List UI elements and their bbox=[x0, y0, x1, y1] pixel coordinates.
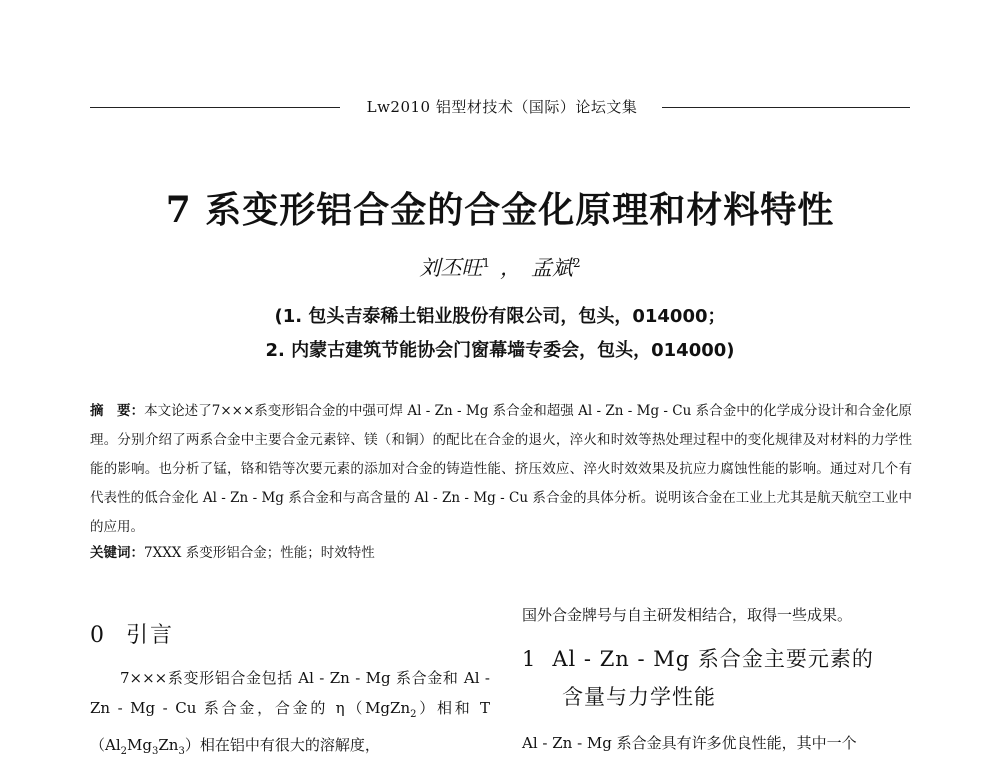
para-subscript: 3 bbox=[151, 746, 159, 757]
paper-title: 7 系变形铝合金的合金化原理和材料特性 bbox=[165, 189, 835, 231]
author-line bbox=[0, 252, 1000, 282]
section-heading-1 bbox=[522, 640, 914, 716]
section-heading-intro bbox=[90, 618, 490, 649]
abstract-label: 摘 要： bbox=[90, 403, 145, 419]
author-affil-marker: 2 bbox=[573, 256, 581, 270]
running-header bbox=[90, 96, 910, 120]
author-name: 刘丕旺 bbox=[419, 256, 483, 280]
section-number: 1 bbox=[522, 647, 537, 671]
para-text: Zn bbox=[158, 736, 179, 754]
para-text: Mg bbox=[127, 736, 152, 754]
para-text: ）相在铝中有很大的溶解度， bbox=[184, 736, 380, 754]
keywords-text: 7XXX 系变形铝合金；性能；时效特性 bbox=[144, 545, 375, 561]
keywords-label: 关键词： bbox=[90, 545, 144, 561]
right-column bbox=[522, 600, 914, 758]
affiliation-line: 2. 内蒙古建筑节能协会门窗幕墙专委会，包头，014000) bbox=[265, 340, 735, 361]
author-separator: ， bbox=[500, 256, 521, 280]
left-column bbox=[90, 618, 490, 767]
section-title: 引言 bbox=[126, 623, 175, 648]
author-name: 孟斌 bbox=[531, 256, 573, 280]
section1-paragraph: Al - Zn - Mg 系合金具有许多优良性能，其中一个 bbox=[522, 734, 857, 752]
keywords bbox=[90, 541, 912, 561]
para-subscript: 2 bbox=[120, 746, 128, 757]
abstract bbox=[90, 397, 912, 542]
author-affil-marker: 1 bbox=[482, 256, 490, 270]
para-subscript: 2 bbox=[410, 709, 417, 720]
section-title-line1: Al - Zn - Mg 系合金主要元素的 bbox=[552, 647, 874, 671]
section-title-line2: 含量与力学性能 bbox=[562, 685, 716, 709]
para-text: 7×××系变形铝合金包括 Al - Zn - Mg 系合金和 Al - Zn - Mg - Cu 系合金，合金的 η（MgZn bbox=[90, 669, 490, 717]
running-title: Lw2010 铝型材技术（国际）论坛文集 bbox=[366, 98, 638, 116]
affiliation-line: (1. 包头吉泰稀土铝业股份有限公司，包头，014000； bbox=[274, 306, 726, 327]
header-rule-right bbox=[662, 107, 910, 108]
continued-paragraph: 国外合金牌号与自主研发相结合，取得一些成果。 bbox=[522, 606, 853, 624]
para-text: ）相和 T（Al bbox=[90, 699, 490, 754]
header-rule-left bbox=[90, 107, 340, 108]
para-subscript: 3 bbox=[178, 746, 185, 757]
abstract-text: 本文论述了7×××系变形铝合金的中强可焊 Al - Zn - Mg 系合金和超强 Al - Zn - Mg - Cu 系合金中的化学成分设计和合金化原理。分别介绍了两系合金中主要合金元素锌、镁（和铜）的配比在合金的退火，淬火和时效等热处理过程中的变化规律及对材料的力学性能的影响。也分析了锰，铬和锆等次要元素的添加对合金的铸造性能、挤压效应、淬火时效效果及抗应力腐蚀性能的影响。通过对几个有代表性的低合金化 Al - Zn - Mg 系合金和与高含量的 Al - Zn - Mg - Cu 系合金的具体分析。说明该合金在工业上尤其是航天航空工业中的应用。 bbox=[90, 403, 913, 535]
intro-paragraph bbox=[90, 663, 490, 767]
section-number: 0 bbox=[90, 623, 106, 648]
